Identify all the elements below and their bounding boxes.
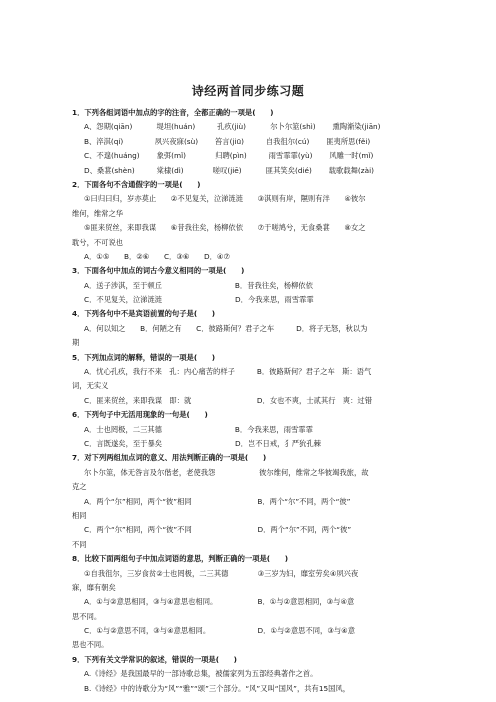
question-stem: 3．下面各句中加点的词古今意义相同的一项是( ) bbox=[72, 266, 245, 276]
text-line: A.《诗经》是我国最早的一部诗歌总集，被儒家列为五部经典著作之首。 bbox=[84, 669, 318, 679]
text-line: ①曰归曰归，岁亦莫止 ②不见复关，泣涕涟涟 ③淇则有岸，隰则有泮 ④彼尔 bbox=[84, 194, 366, 204]
text-line: ⑤匪来贸丝，来即我谋 ⑥昔我往矣，杨柳依依 ⑦于嗟鸠兮，无食桑葚 ⑧女之 bbox=[84, 223, 366, 233]
question-stem: 2．下面各句不含通假字的一项是( ) bbox=[72, 179, 201, 189]
text-line: ①自我徂尔，三岁食贫②士也罔极，二三其德 ③三岁为妇，靡室劳矣④夙兴夜 bbox=[84, 568, 359, 578]
text-line: B、淬淇(qí) 夙兴夜寐(sù) 笞言(jiū) 自我徂尔(cú) 匪夷所思(fěi) bbox=[84, 136, 371, 146]
text-line: 克之 bbox=[72, 482, 87, 492]
question-stem: 6．下列句子中无活用现象的一句是( ) bbox=[72, 410, 208, 420]
text-line: A．士也罔极，二三其德 B．今我来思，雨雪霏霏 bbox=[84, 424, 313, 434]
text-line: C．两个“尔”相同，两个“彼”不同 D．两个“尔”不同，两个“彼” bbox=[84, 525, 352, 535]
text-line: 不同 bbox=[72, 539, 87, 549]
text-line: A．①与②意思相同，③与④意思也相同。 B．①与②意思相同，③与④意 bbox=[84, 597, 355, 607]
text-line: C．①与②意思不同，③与④意思相同。 D．①与②意思不同，③与④意 bbox=[84, 626, 356, 636]
text-line: C．匪来贸丝，来即我谋 即：就 D．女也不爽，士贰其行 爽：过错 bbox=[84, 395, 372, 405]
question-stem: 1．下列各组词语中加点的字的注音，全都正确的一项是( ) bbox=[72, 108, 274, 117]
question-stem: 5．下列加点词的解释，错误的一项是( ) bbox=[72, 352, 216, 362]
text-line: A．两个“尔”相同，两个“彼”相同 B．两个“尔”不同，两个“彼” bbox=[84, 496, 351, 506]
text-line: C、不遑(huáng) 象弭(mǐ) 归聘(pìn) 雨雪霏霏(yù) 风雕一时(mǐ) bbox=[84, 151, 374, 161]
text-line: D、桑葚(shèn) 棠棣(dì) 嗟叹(jiē) 匪其笑矣(dié) 载歌载舞(zài) bbox=[84, 165, 374, 175]
text-line: A、怨期(qiān) 堤坦(huán) 孔疚(jiù) 尔卜尔筮(shì) 熏陶渐染(jiān) bbox=[84, 122, 381, 132]
text-line: B.《诗经》中的诗歌分为“风”“雅”“颂”三个部分。“风”又叫“国风”，共有15国风， bbox=[84, 683, 351, 693]
text-line: A．忧心孔疚，我行不来 孔：内心痛苦的样子 B．彼路斯何？君子之车 斯：语气 bbox=[84, 367, 372, 377]
text-line: C．言既遂矣，至于暴矣 D．岂不日戒，犭严狁孔棘 bbox=[84, 438, 321, 448]
text-line: 维何，维常之华 bbox=[72, 208, 124, 218]
question-stem: 4．下列各句中不是宾语前置的句子是( ) bbox=[72, 309, 216, 319]
text-line: A．送子涉淇，至于顿丘 B．昔我往矣，杨柳依依 bbox=[84, 280, 313, 290]
text-line: 词，无实义 bbox=[72, 381, 109, 391]
text-line: 期 bbox=[72, 338, 80, 348]
text-line: 寐，靡有朝矣 bbox=[72, 582, 116, 592]
text-line: 尔卜尔筮，体无咎言及尔偕老，老使我怨 彼尔维何，维常之华彼竭我旅，故 bbox=[84, 467, 369, 477]
text-line: A．何以知之 B．何陋之有 C．彼路斯何？君子之车 D．将子无怒，秋以为 bbox=[84, 323, 368, 333]
question-stem: 7．对下列两组加点词的意义、用法判断正确的一项是( ) bbox=[72, 453, 267, 463]
page-title: 诗经两首同步练习题 bbox=[191, 84, 305, 98]
text-line: 思不同。 bbox=[72, 611, 102, 621]
text-line: C．不见复关，泣涕涟涟 D．今我来思，雨雪霏霏 bbox=[84, 295, 314, 305]
question-stem: 8．比较下面两组句子中加点词语的意思，判断正确的一项是( ) bbox=[72, 554, 289, 564]
question-list bbox=[72, 106, 442, 696]
text-line: A．①⑤ B．②⑥ C．③⑥ D．④⑦ bbox=[84, 251, 231, 261]
question-stem: 9．下列有关文学常识的叙述，错误的一项是( ) bbox=[72, 654, 237, 664]
text-line: 相同 bbox=[72, 510, 87, 520]
text-line: 耽兮，不可说也 bbox=[72, 237, 124, 247]
text-line: 思也不同。 bbox=[72, 640, 109, 650]
